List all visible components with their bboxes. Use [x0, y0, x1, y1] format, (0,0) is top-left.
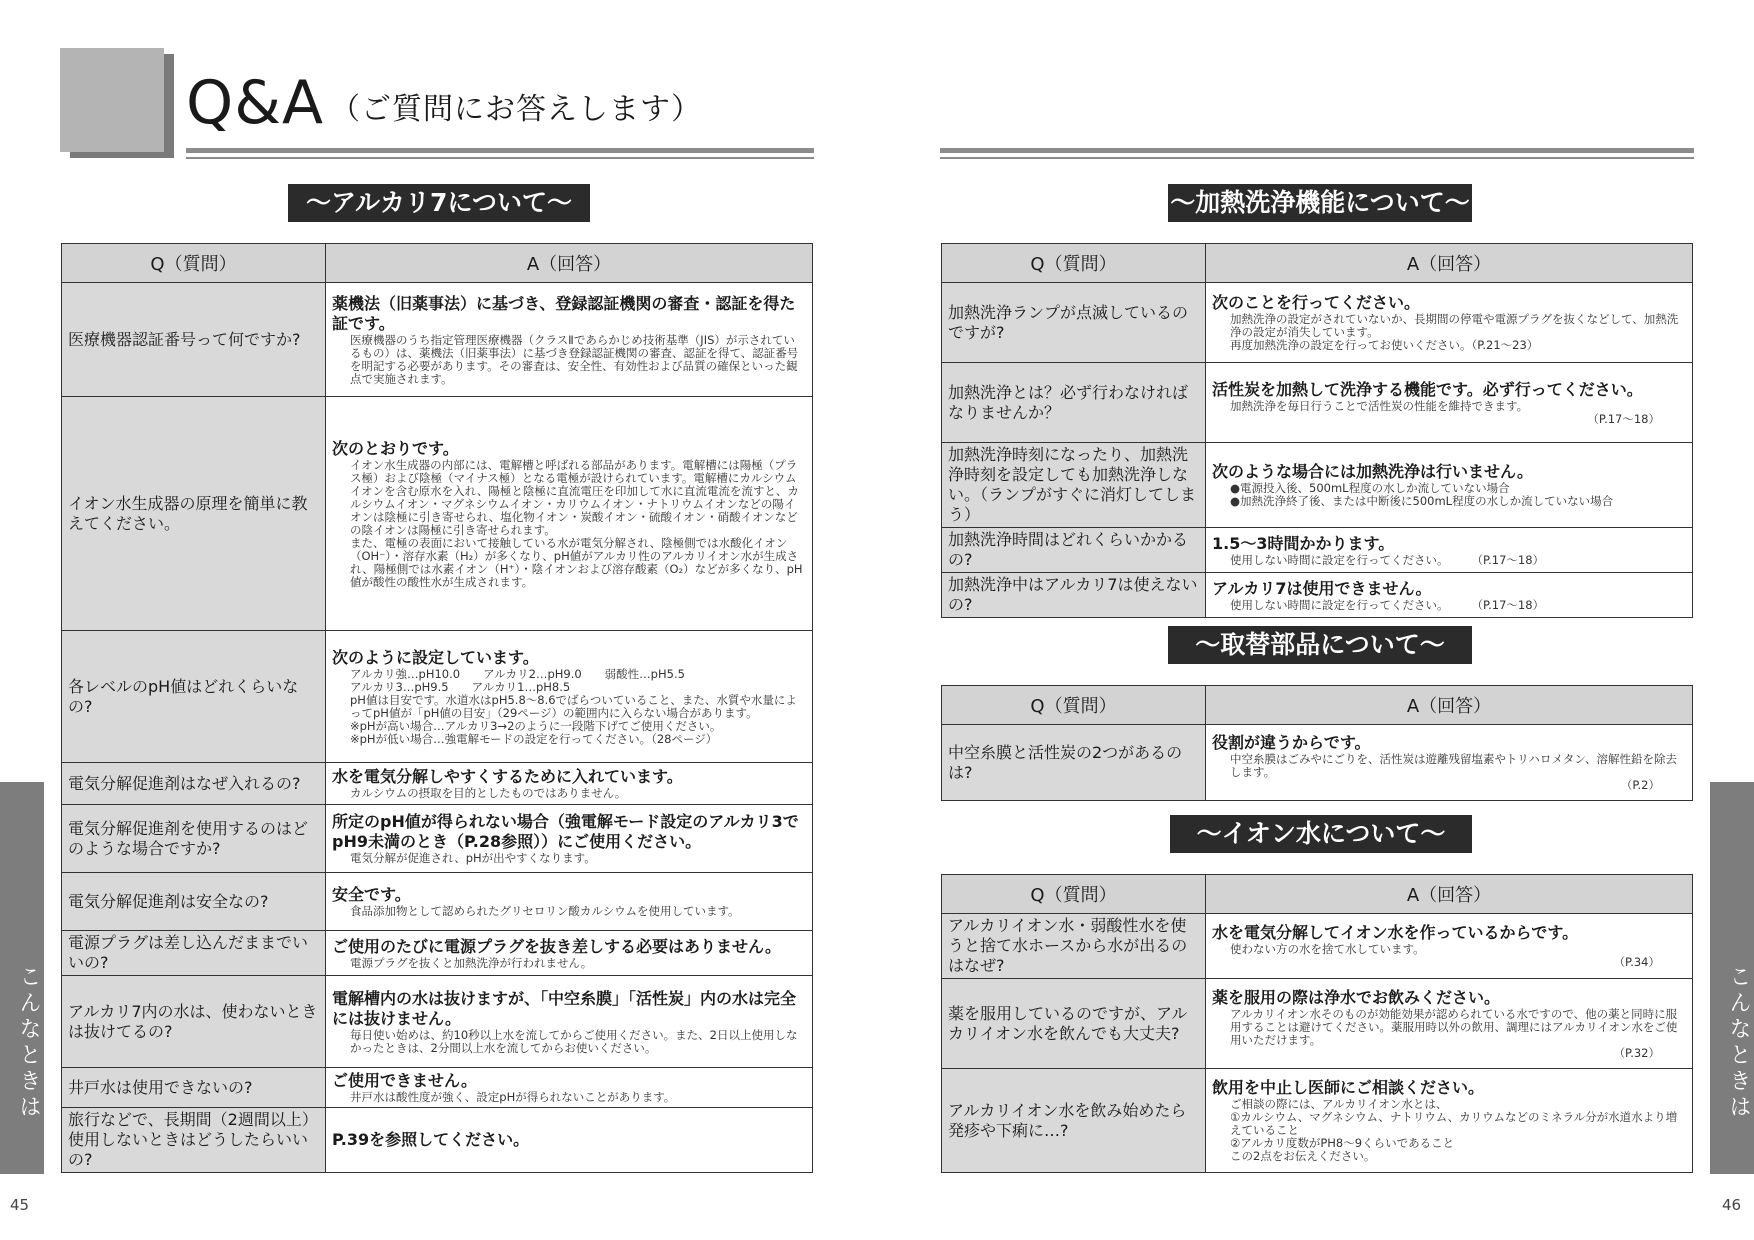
qa-table-heating: [941, 243, 1693, 618]
page-reference: （P.34）: [1613, 955, 1660, 969]
col-q: Q（質問）: [62, 244, 326, 283]
qa-row: [942, 363, 1693, 443]
answer-detail: アルカリイオン水そのものが効能効果が認められている水ですので、他の薬と同時に服用することは避けてください。薬服用時以外の飲用、調理にはアルカリイオン水をご使用いただけます。: [1230, 1006, 1678, 1047]
answer-headline: 安全です。: [332, 885, 411, 904]
page-title: [186, 68, 702, 138]
answer-detail: カルシウムの摂取を目的としたものではありません。: [350, 786, 627, 800]
title-subtitle: （ご質問にお答えします）: [330, 92, 703, 128]
section-title-parts: ～取替部品について～: [1168, 626, 1472, 664]
col-q: Q（質問）: [942, 244, 1206, 283]
qa-row: [942, 443, 1693, 528]
section-title-heating: ～加熱洗浄機能について～: [1168, 184, 1472, 222]
answer-detail: 使わない方の水を捨て水しています。: [1230, 942, 1425, 956]
qa-row: [942, 979, 1693, 1069]
question-cell: 加熱洗浄中はアルカリ7は使えないの?: [942, 573, 1206, 618]
answer-headline: P.39を参照してください。: [332, 1130, 530, 1149]
question-cell: アルカリイオン水・弱酸性水を使うと捨て水ホースから水が出るのはなぜ?: [942, 914, 1206, 979]
question-cell: 加熱洗浄ランプが点滅しているのですが?: [942, 283, 1206, 363]
col-q: Q（質問）: [942, 875, 1206, 914]
question-cell: 医療機器認証番号って何ですか?: [62, 283, 326, 397]
side-tab-right: こんなときは: [1710, 782, 1754, 1174]
answer-cell: [1206, 528, 1693, 573]
answer-detail: この2点をお伝えください。: [1230, 1149, 1376, 1163]
qa-row: [62, 931, 813, 976]
answer-headline: 水を電気分解してイオン水を作っているからです。: [1212, 923, 1579, 942]
answer-headline: 1.5～3時間かかります。: [1212, 533, 1395, 553]
question-cell: 加熱洗浄時刻になったり、加熱洗浄時刻を設定しても加熱洗浄しない。（ランプがすぐに消灯してしまう）: [942, 443, 1206, 528]
qa-row: [62, 805, 813, 873]
answer-detail: 使用しない時間に設定を行ってください。 （P.17～18）: [1230, 552, 1545, 567]
answer-headline: 飲用を中止し医師にご相談ください。: [1212, 1078, 1485, 1097]
qa-row: [62, 873, 813, 931]
question-cell: 旅行などで、長期間（2週間以上）使用しないときはどうしたらいいの?: [62, 1108, 326, 1173]
qa-row: [62, 283, 813, 397]
question-cell: アルカリイオン水を飲み始めたら発疹や下痢に…?: [942, 1069, 1206, 1173]
page-reference: （P.17～18）: [1587, 411, 1660, 426]
question-cell: 電気分解促進剤は安全なの?: [62, 873, 326, 931]
qa-table-ion-water: [941, 874, 1693, 1173]
col-a: A（回答）: [1206, 244, 1693, 283]
header-rule-right: [940, 148, 1694, 153]
answer-cell: [326, 873, 813, 931]
answer-cell: [1206, 979, 1693, 1069]
question-cell: アルカリ7内の水は、使わないときは抜けてるの?: [62, 976, 326, 1068]
answer-detail: ●電源投入後、500mL程度の水しか流していない場合: [1230, 481, 1510, 495]
answer-detail: 加熱洗浄を毎日行うことで活性炭の性能を維持できます。: [1230, 398, 1529, 413]
answer-detail: 医療機器のうち指定管理医療機器（クラスⅡであらかじめ技術基準（JIS）が示されているもの）は、薬機法（旧薬事法）に基づき登録認証機関の審査、認証を得て、認証番号を明記する必要があります。その審査は、安全性、有効性および品質の確保といった観点で実施されます。: [350, 332, 799, 386]
title-decoration: [60, 48, 164, 152]
answer-cell: [326, 1108, 813, 1173]
qa-row: [62, 631, 813, 763]
answer-headline: 水を電気分解しやすくするために入れています。: [332, 767, 683, 786]
answer-detail: 電気分解が促進され、pHが出やすくなります。: [350, 851, 596, 865]
question-cell: 薬を服用しているのですが、アルカリイオン水を飲んでも大丈夫?: [942, 979, 1206, 1069]
answer-cell: [1206, 725, 1693, 801]
answer-cell: [326, 931, 813, 976]
answer-cell: [1206, 1069, 1693, 1173]
qa-row: [942, 573, 1693, 618]
answer-cell: [326, 1068, 813, 1108]
answer-detail: 井戸水は酸性度が強く、設定pHが得られないことがあります。: [350, 1090, 676, 1104]
page-number-left: 45: [10, 1196, 30, 1214]
answer-detail: ●加熱洗浄終了後、または中断後に500mL程度の水しか流していない場合: [1230, 494, 1614, 508]
answer-detail: アルカリ3…pH9.5 アルカリ1…pH8.5: [350, 679, 571, 694]
answer-headline: 次のことを行ってください。: [1212, 293, 1421, 312]
col-a: A（回答）: [1206, 686, 1693, 725]
answer-headline: 電解槽内の水は抜けますが、「中空糸膜」「活性炭」内の水は完全には抜けません。: [332, 988, 797, 1028]
answer-detail: ご相談の際には、アルカリイオン水とは、: [1230, 1097, 1448, 1111]
answer-headline: 次のように設定しています。: [332, 647, 539, 667]
qa-row: [62, 763, 813, 805]
qa-row: [942, 725, 1693, 801]
answer-headline: 活性炭を加熱して洗浄する機能です。必ず行ってください。: [1212, 379, 1643, 399]
answer-headline: アルカリ7は使用できません。: [1212, 578, 1432, 598]
qa-row: [942, 1069, 1693, 1173]
question-cell: 電気分解促進剤はなぜ入れるの?: [62, 763, 326, 805]
answer-cell: [326, 397, 813, 631]
page-reference: （P.2）: [1620, 778, 1660, 792]
answer-detail: ※pHが低い場合…強電解モードの設定を行ってください。（28ページ）: [350, 731, 718, 746]
answer-headline: 薬を服用の際は浄水でお飲みください。: [1212, 987, 1501, 1007]
answer-cell: [326, 283, 813, 397]
col-a: A（回答）: [1206, 875, 1693, 914]
col-q: Q（質問）: [942, 686, 1206, 725]
section-title-ion-water: ～イオン水について～: [1170, 815, 1472, 853]
answer-detail: 再度加熱洗浄の設定を行ってお使いください。（P.21～23）: [1230, 338, 1539, 352]
answer-detail: pH値は目安です。水道水はpH5.8～8.6でばらついていること、また、水質や水量によってpH値が「pH値の目安」（29ページ）の範囲内に入らない場合があります。: [350, 692, 797, 720]
question-cell: 中空糸膜と活性炭の2つがあるのは?: [942, 725, 1206, 801]
answer-cell: [1206, 914, 1693, 979]
answer-headline: 次のような場合には加熱洗浄は行いません。: [1212, 462, 1533, 481]
answer-detail: 加熱洗浄の設定がされていないか、長期間の停電や電源プラグを抜くなどして、加熱洗浄の設定が消失しています。: [1230, 312, 1679, 339]
answer-detail: ①カルシウム、マグネシウム、ナトリウム、カリウムなどのミネラル分が水道水より増えていること: [1230, 1110, 1678, 1137]
qa-row: [942, 528, 1693, 573]
answer-cell: [1206, 573, 1693, 618]
qa-table-alkali7: [61, 243, 813, 1173]
qa-row: [62, 976, 813, 1068]
question-cell: イオン水生成器の原理を簡単に教えてください。: [62, 397, 326, 631]
page-number-right: 46: [1722, 1196, 1742, 1214]
answer-detail: イオン水生成器の内部には、電解槽と呼ばれる部品があります。電解槽には陽極（プラス極）および陰極（マイナス極）となる電極が設けられています。電解槽にカルシウムイオンを含む原水を入れ、陽極と陰極に直流電圧を印加して水に直流電流を流すと、カルシウムイオン・マグネシウムイオン・カリウムイオン・ナトリウムイオンなどの陽イオンは陰極に引き寄せられ、塩化物イオン・炭酸イオン・硫酸イオン・硝酸イオンなどの陰イオンは陽極に引き寄せられます。: [350, 457, 799, 537]
header-rule: [186, 148, 814, 153]
qa-table-parts: [941, 685, 1693, 801]
answer-detail: ※pHが高い場合…アルカリ3→2のように一段階下げてご使用ください。: [350, 718, 722, 733]
answer-headline: 次のとおりです。: [332, 438, 459, 458]
answer-detail: また、電極の表面において接触している水が電気分解され、陰極側では水酸化イオン（OH⁻）・溶存水素（H₂）が多くなり、pH値がアルカリ性のアルカリイオン水が生成され、陽極側では水素イオン（H⁺）・陰イオンおよび溶存酸素（O₂）などが多くなり、pH値が酸性の酸性水が生成されます。: [350, 535, 803, 589]
header-rule-thin: [186, 157, 814, 159]
answer-cell: [1206, 283, 1693, 363]
answer-detail: 食品添加物として認められたグリセロリン酸カルシウムを使用しています。: [350, 904, 740, 918]
question-cell: 電気分解促進剤を使用するのはどのような場合ですか?: [62, 805, 326, 873]
answer-headline: 薬機法（旧薬事法）に基づき、登録認証機関の審査・認証を得た証です。: [332, 293, 796, 333]
answer-cell: [1206, 443, 1693, 528]
answer-detail: 使用しない時間に設定を行ってください。 （P.17～18）: [1230, 597, 1545, 612]
side-tab-left: こんなときは: [0, 782, 44, 1174]
answer-detail: アルカリ強…pH10.0 アルカリ2…pH9.0 弱酸性…pH5.5: [350, 666, 685, 681]
answer-cell: [326, 976, 813, 1068]
question-cell: 井戸水は使用できないの?: [62, 1068, 326, 1108]
answer-headline: 所定のpH値が得られない場合（強電解モード設定のアルカリ3でpH9未満のとき（P.28参照））にご使用ください。: [332, 812, 799, 851]
answer-cell: [326, 763, 813, 805]
answer-headline: ご使用のたびに電源プラグを抜き差しする必要はありません。: [332, 936, 781, 956]
header-rule-right-thin: [940, 157, 1694, 159]
answer-detail: 毎日使い始めは、約10秒以上水を流してからご使用ください。また、2日以上使用しなかったときは、2分間以上水を流してからお使いください。: [350, 1027, 798, 1055]
question-cell: 電源プラグは差し込んだままでいいの?: [62, 931, 326, 976]
answer-headline: ご使用できません。: [332, 1071, 477, 1090]
qa-row: [62, 1068, 813, 1108]
section-title-alkali7: ～アルカリ7について～: [288, 184, 590, 222]
question-cell: 加熱洗浄とは？必ず行わなければなりませんか？: [942, 363, 1206, 443]
qa-row: [62, 1108, 813, 1173]
answer-detail: 電源プラグを抜くと加熱洗浄が行われません。: [350, 955, 593, 970]
page-reference: （P.32）: [1613, 1045, 1660, 1060]
answer-cell: [326, 631, 813, 763]
qa-row: [942, 914, 1693, 979]
answer-cell: [1206, 363, 1693, 443]
question-cell: 加熱洗浄時間はどれくらいかかるの?: [942, 528, 1206, 573]
col-a: A（回答）: [326, 244, 813, 283]
qa-row: [942, 283, 1693, 363]
answer-detail: ②アルカリ度数がPH8～9くらいであること: [1230, 1136, 1455, 1150]
qa-row: [62, 397, 813, 631]
answer-cell: [326, 805, 813, 873]
title-text: Q&A: [186, 68, 325, 138]
answer-detail: 中空糸膜はごみやにごりを、活性炭は遊離残留塩素やトリハロメタン、溶解性鉛を除去します。: [1230, 752, 1678, 779]
question-cell: 各レベルのpH値はどれくらいなの?: [62, 631, 326, 763]
answer-headline: 役割が違うからです。: [1212, 733, 1371, 752]
